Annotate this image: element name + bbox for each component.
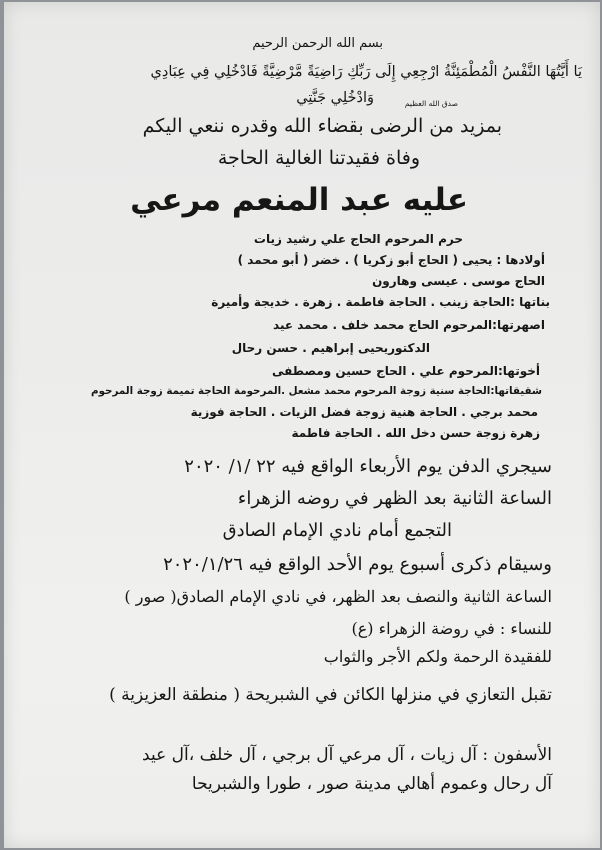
memorial-line-3: للنساء : في روضة الزهراء (ع) xyxy=(351,619,552,638)
announcement-line-2: وفاة فقيدتنا الغالية الحاجة xyxy=(217,147,420,169)
daughters-line: بناتها :الحاجة زينب . الحاجة فاطمة . زهرة . خديجة وأميرة xyxy=(211,295,550,309)
quran-verse-line-1: يَا أَيَّتُهَا النَّفْسُ الْمُطْمَئِنَّةُ ارْجِعِي إِلَى رَبِّكِ رَاضِيَةً مَّرْضِيَّةً فَادْخُلِي فِي عِبَادِي xyxy=(150,64,582,80)
sisters-line-3: زهرة زوجة حسن دخل الله . الحاجة فاطمة xyxy=(291,426,540,440)
memorial-line-2: الساعة الثانية والنصف بعد الظهر، في نادي الإمام الصادق( صور ) xyxy=(124,587,552,606)
memorial-line-1: وسيقام ذكرى أسبوع يوم الأحد الواقع فيه ٢٠٢٠/١/٢٦ xyxy=(163,554,552,575)
funeral-line-3: التجمع أمام نادي الإمام الصادق xyxy=(222,520,452,541)
sons-line-1: أولادها : يحيى ( الحاج أبو زكريا ) . خضر ( أبو محمد ) xyxy=(237,253,545,267)
funeral-line-2: الساعة الثانية بعد الظهر في روضه الزهراء xyxy=(237,488,552,509)
mourners-line-1: الأسفون : آل زيات ، آل مرعي آل برجي ، آل خلف ،آل عيد xyxy=(142,745,552,765)
deceased-name: عليه عبد المنعم مرعي xyxy=(130,182,468,218)
sons-in-law-line-1: اصهرتها:المرحوم الحاج محمد خلف . محمد عيد xyxy=(273,318,545,332)
verse-source: صدق الله العظيم xyxy=(404,99,458,108)
memorial-line-4: للفقيدة الرحمة ولكم الأجر والثواب xyxy=(323,647,552,666)
sisters-line-2: محمد برجي . الحاجة هنية زوجة فضل الزيات . الحاجة فوزية xyxy=(190,405,538,419)
obituary-sheet xyxy=(4,2,600,848)
condolences-line: تقبل التعازي في منزلها الكائن في الشبريحة ( منطقة العزيزية ) xyxy=(109,685,552,705)
funeral-line-1: سيجري الدفن يوم الأربعاء الواقع فيه ٢٢ /١/ ٢٠٢٠ xyxy=(184,456,552,477)
basmala: بسم الله الرحمن الرحيم xyxy=(252,36,383,51)
mourners-line-2: آل رحال وعموم أهالي مدينة صور ، طورا والشبريحا xyxy=(191,774,552,794)
sisters-line-1: شقيقاتها:الحاجة سنية زوجة المرحوم محمد مشعل .المرحومة الحاجة تميمة زوجة المرحوم xyxy=(91,385,542,397)
spouse-line: حرم المرحوم الحاج علي رشيد زيات xyxy=(253,232,463,246)
quran-verse-line-2: وَادْخُلِي جَنَّتِي xyxy=(296,90,374,106)
sons-in-law-line-2: الدكتوريحيى إبراهيم . حسن رحال xyxy=(231,341,430,355)
sons-line-2: الحاج موسى . عيسى وهارون xyxy=(372,274,545,288)
brothers-line: أخوتها:المرحوم علي . الحاج حسين ومصطفى xyxy=(272,364,540,378)
announcement-line-1: بمزيد من الرضى بقضاء الله وقدره ننعي اليكم xyxy=(142,115,502,137)
